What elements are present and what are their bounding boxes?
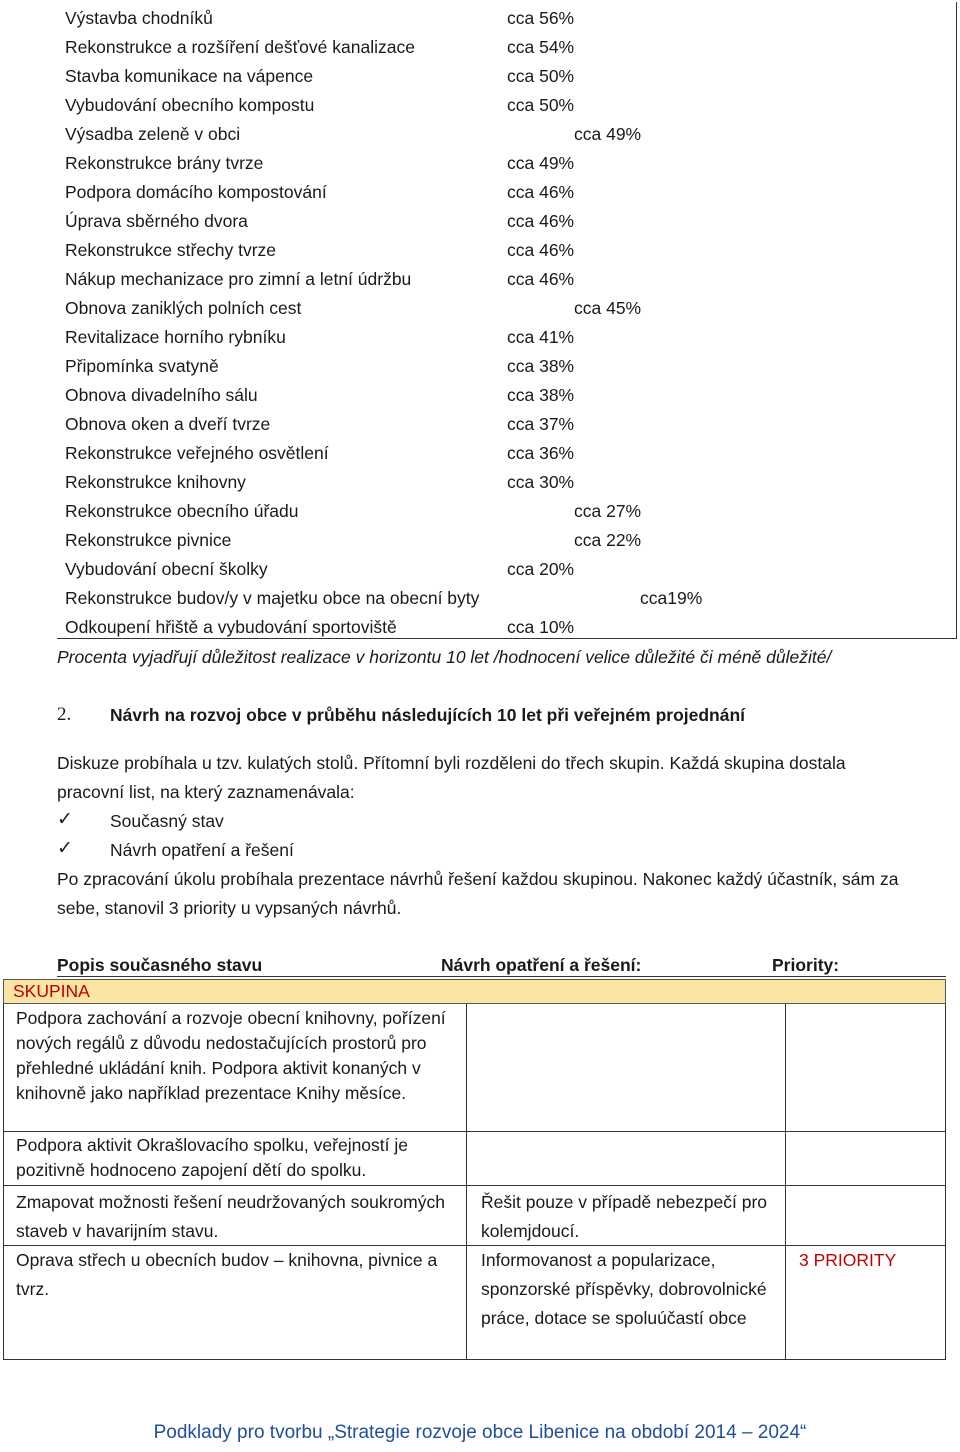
priority-item-percent: cca 50% bbox=[507, 66, 575, 86]
priority-item-percent: cca 38% bbox=[507, 385, 575, 405]
percent-note: Procenta vyjadřují důležitost realizace v horizontu 10 let /hodnocení velice důležité či méně důležité/ bbox=[57, 647, 832, 667]
priority-item-name: Rekonstrukce brány tvrze bbox=[65, 153, 264, 173]
priority-item-name: Výsadba zeleně v obci bbox=[65, 124, 241, 144]
priority-item-percent: cca 20% bbox=[507, 559, 575, 579]
checklist-item-current-state: Současný stav bbox=[110, 811, 224, 831]
table-cell-state: Zmapovat možnosti řešení neudržovaných soukromých staveb v havarijním stavu. bbox=[16, 1192, 445, 1241]
priority-item-name: Rekonstrukce budov/y v majetku obce na obecní byty bbox=[65, 588, 480, 608]
table-row-divider bbox=[3, 1131, 946, 1132]
priority-item-percent: cca 54% bbox=[507, 37, 575, 57]
priority-item-percent: cca 38% bbox=[507, 356, 575, 376]
column-header-current-state: Popis současného stavu bbox=[57, 955, 263, 975]
priority-item-name: Stavba komunikace na vápence bbox=[65, 66, 314, 86]
priority-item-name: Vybudování obecního kompostu bbox=[65, 95, 315, 115]
priority-item-percent: cca 46% bbox=[507, 211, 575, 231]
priority-item-name: Revitalizace horního rybníku bbox=[65, 327, 286, 347]
group-row bbox=[3, 979, 946, 1004]
priority-item-percent: cca 46% bbox=[507, 269, 575, 289]
priority-item-name: Výstavba chodníků bbox=[65, 8, 213, 28]
priority-item-percent: cca 49% bbox=[574, 124, 642, 144]
table-cell-state: Podpora aktivit Okrašlovacího spolku, veřejností je pozitivně hodnoceno zapojení dětí do spolku. bbox=[16, 1135, 408, 1180]
priority-item-name: Obnova zaniklých polních cest bbox=[65, 298, 302, 318]
group-label: SKUPINA bbox=[13, 981, 90, 1001]
priority-item-name: Rekonstrukce veřejného osvětlení bbox=[65, 443, 329, 463]
table-divider-col-1 bbox=[466, 1004, 467, 1360]
priority-item-percent: cca 41% bbox=[507, 327, 575, 347]
priority-item-percent: cca 45% bbox=[574, 298, 642, 318]
priority-item-percent: cca19% bbox=[640, 588, 703, 608]
priority-item-name: Rekonstrukce knihovny bbox=[65, 472, 246, 492]
priority-item-name: Podpora domácího kompostování bbox=[65, 182, 327, 202]
checkmark-icon: ✓ bbox=[57, 837, 73, 859]
priority-item-percent: cca 27% bbox=[574, 501, 642, 521]
priority-item-name: Rekonstrukce obecního úřadu bbox=[65, 501, 299, 521]
priority-item-name: Obnova divadelního sálu bbox=[65, 385, 258, 405]
checkmark-icon: ✓ bbox=[57, 808, 73, 830]
priority-item-percent: cca 56% bbox=[507, 8, 575, 28]
paragraph-1-line-1: Diskuze probíhala u tzv. kulatých stolů. Přítomní byli rozděleni do třech skupin. Každá skupina dostala bbox=[57, 753, 846, 773]
page-footer: Podklady pro tvorbu „Strategie rozvoje obce Libenice na období 2014 – 2024“ bbox=[153, 1422, 807, 1443]
priority-item-percent: cca 37% bbox=[507, 414, 575, 434]
priority-item-name: Nákup mechanizace pro zimní a letní údržbu bbox=[65, 269, 412, 289]
priority-item-percent: cca 50% bbox=[507, 95, 575, 115]
priority-item-name: Rekonstrukce a rozšíření dešťové kanalizace bbox=[65, 37, 415, 57]
column-header-priorities: Priority: bbox=[772, 955, 840, 975]
table-cell-solution: Řešit pouze v případě nebezpečí pro kolemjdoucí. bbox=[481, 1192, 768, 1241]
priority-item-percent: cca 49% bbox=[507, 153, 575, 173]
table-border-right bbox=[945, 1004, 946, 1360]
paragraph-2-line-1: Po zpracování úkolu probíhala prezentace návrhů řešení každou skupinou. Nakonec každý účastník, sám za bbox=[57, 869, 899, 889]
table-cell-solution: Informovanost a popularizace, sponzorské příspěvky, dobrovolnické práce, dotace se spoluúčastí obce bbox=[481, 1250, 767, 1328]
priority-item-name: Odkoupení hřiště a vybudování sportoviště bbox=[65, 617, 397, 637]
priority-item-name: Rekonstrukce střechy tvrze bbox=[65, 240, 277, 260]
priority-item-name: Připomínka svatyně bbox=[65, 356, 219, 376]
section-number: 2. bbox=[57, 704, 72, 725]
table-row-divider bbox=[3, 1185, 946, 1186]
priority-item-percent: cca 36% bbox=[507, 443, 575, 463]
priority-item-name: Úprava sběrného dvora bbox=[65, 211, 248, 231]
priority-item-percent: cca 22% bbox=[574, 530, 642, 550]
priority-item-name: Vybudování obecní školky bbox=[65, 559, 268, 579]
paragraph-2-line-2: sebe, stanovil 3 priority u vypsaných návrhů. bbox=[57, 898, 402, 918]
priority-item-name: Rekonstrukce pivnice bbox=[65, 530, 232, 550]
priority-item-name: Obnova oken a dveří tvrze bbox=[65, 414, 271, 434]
table-cell-state: Podpora zachování a rozvoje obecní knihovny, pořízení nových regálů z důvodu nedostačujících prostorů pro přehledné ukládání knih. Podpora aktivit konaných v knihovně jako například prezentace Knihy měsíce. bbox=[16, 1008, 446, 1103]
table-border-left bbox=[3, 1004, 4, 1360]
table-cell-state: Oprava střech u obecních budov – knihovna, pivnice a tvrz. bbox=[16, 1250, 438, 1299]
table-border-bottom bbox=[3, 1359, 946, 1360]
paragraph-1-line-2: pracovní list, na který zaznamenávala: bbox=[57, 782, 355, 802]
section-title: Návrh na rozvoj obce v průběhu následujících 10 let při veřejném projednání bbox=[110, 705, 746, 725]
checklist-item-proposal: Návrh opatření a řešení bbox=[110, 840, 294, 860]
table-cell-priority: 3 PRIORITY bbox=[799, 1250, 897, 1270]
header-rule bbox=[57, 976, 946, 977]
table-divider-col-2 bbox=[785, 1004, 786, 1360]
column-header-solution: Návrh opatření a řešení: bbox=[441, 955, 642, 975]
priority-item-percent: cca 46% bbox=[507, 240, 575, 260]
priority-item-percent: cca 10% bbox=[507, 617, 575, 637]
priority-item-percent: cca 30% bbox=[507, 472, 575, 492]
priority-item-percent: cca 46% bbox=[507, 182, 575, 202]
